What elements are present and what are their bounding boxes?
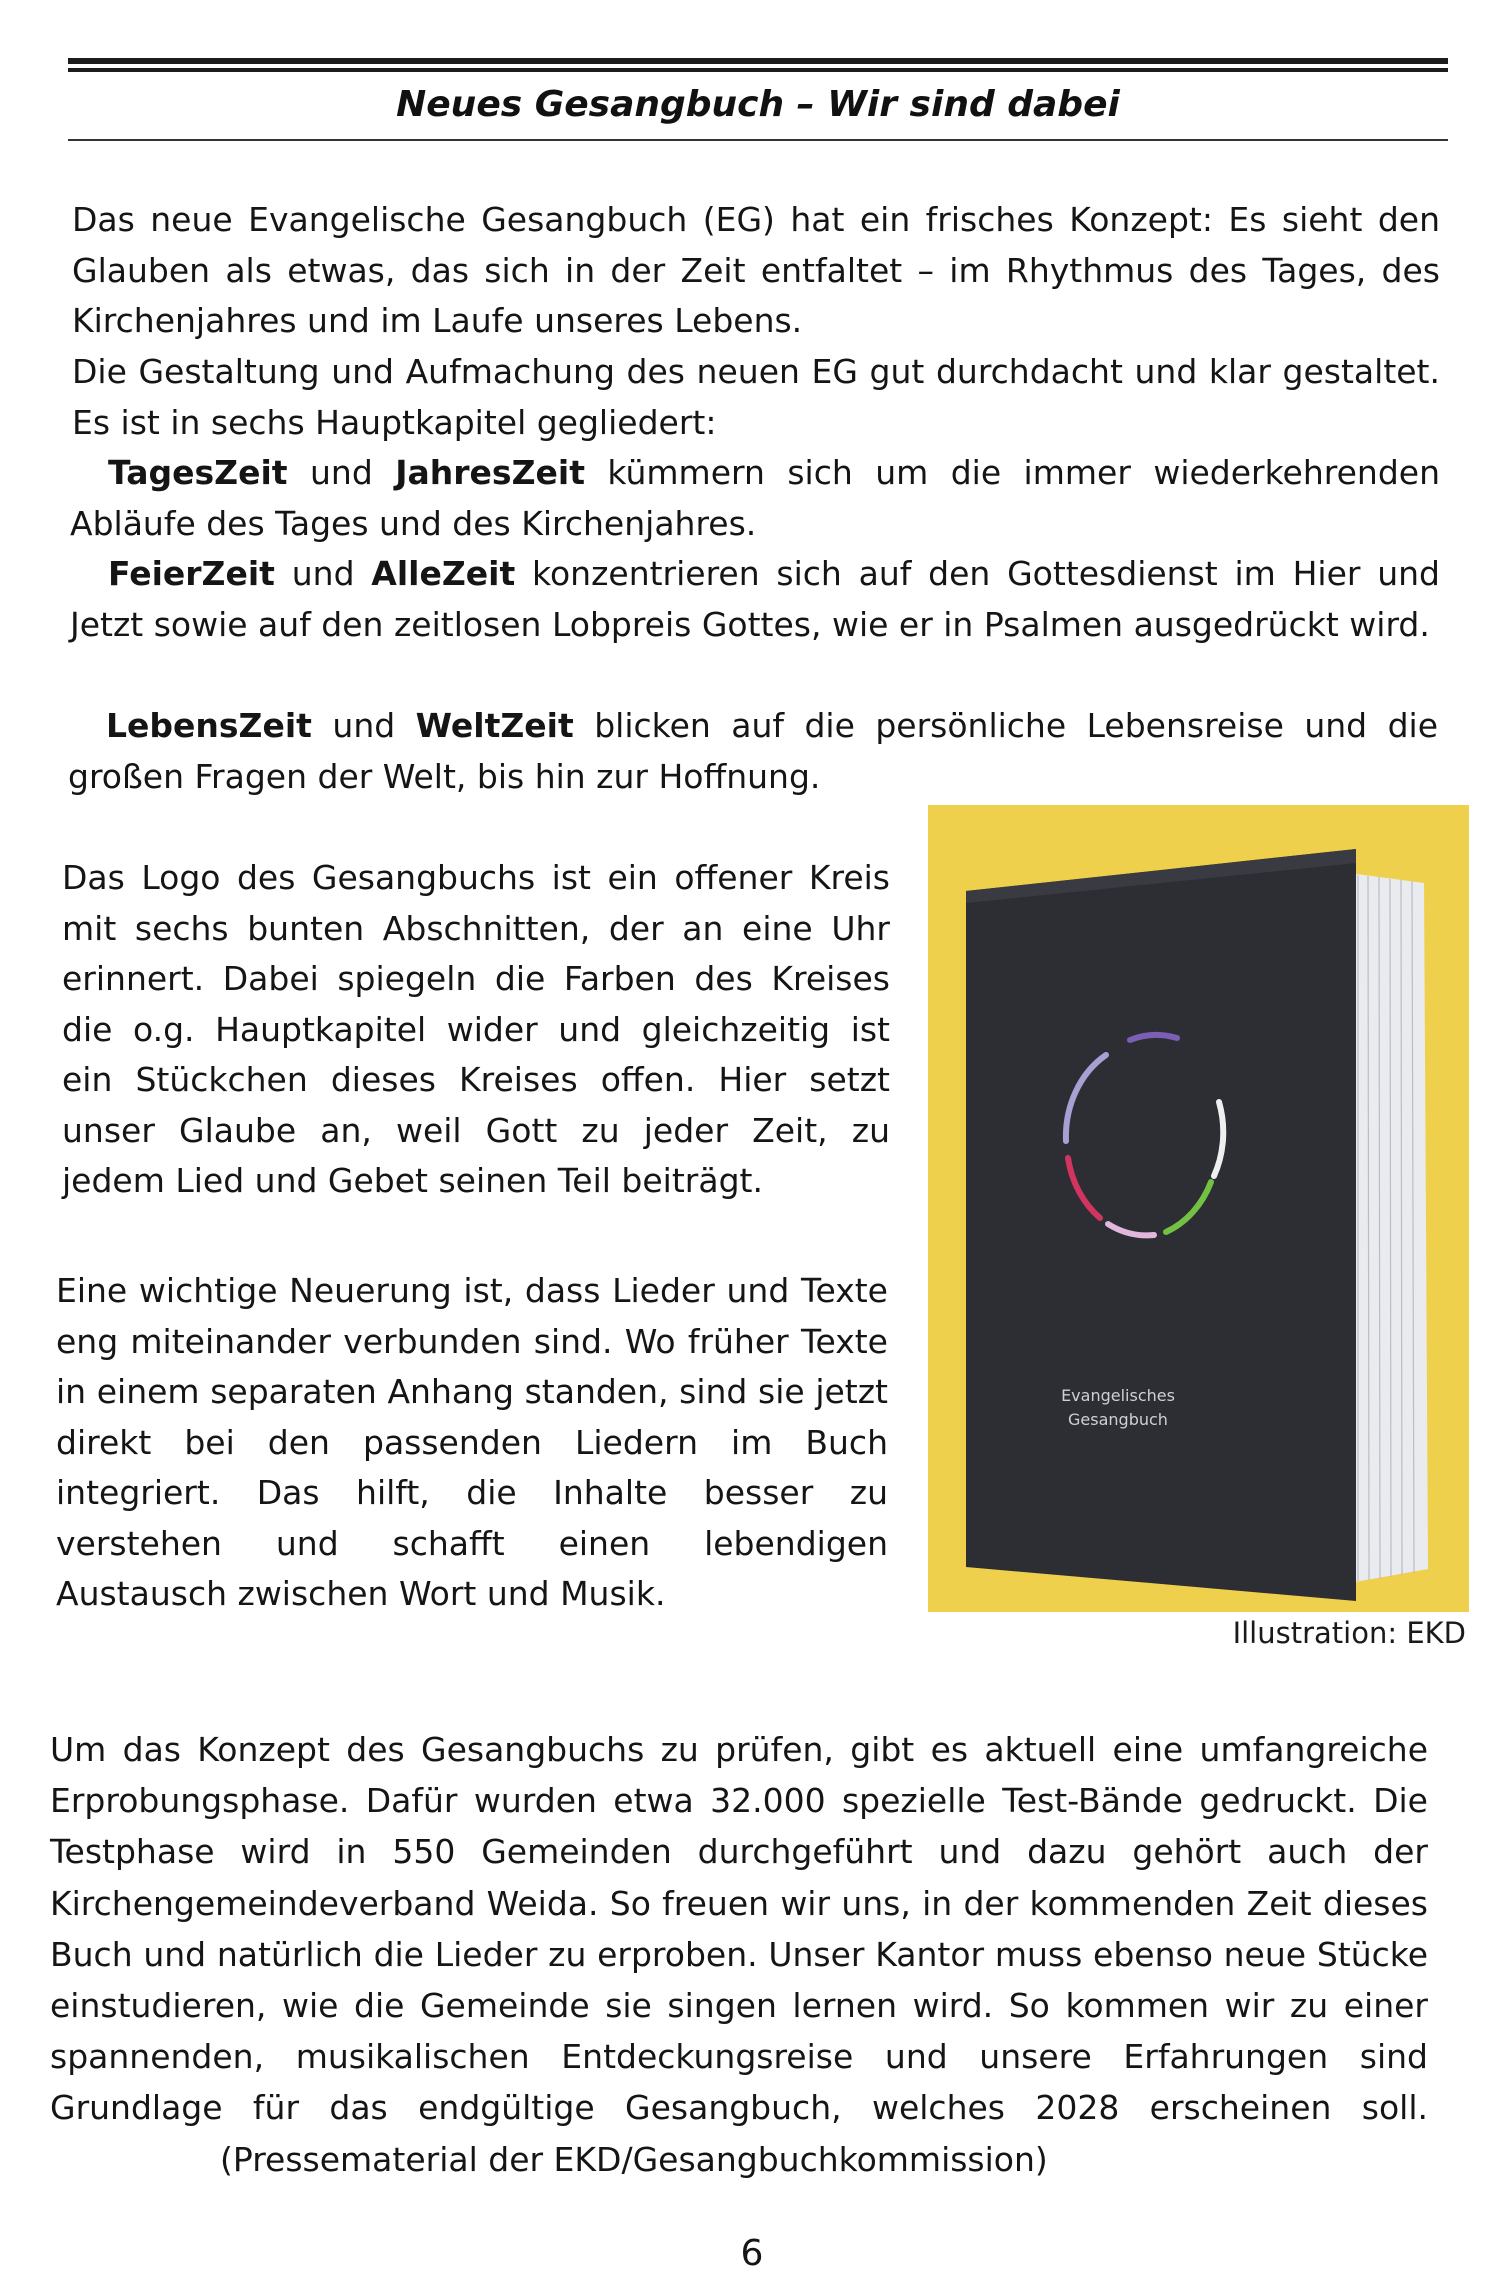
logo-paragraph: Das Logo des Gesangbuchs ist ein offener Kreis mit sechs bunten Abschnitten, der an eine Uhr erinnert. Dabei spiegeln die Farben des Kreises die o.g. Hauptkapitel wider und gleichzeitig ist ein Stückchen dieses Kreises offen. Hier setzt unser Glaube an, weil Gott zu jeder Zeit, zu jedem Lied und Gebet seinen Teil beiträgt. [62,858,890,1200]
chapter-term: JahresZeit [395,453,585,492]
chapter-text: kümmern sich um die immer wiederkehrenden Abläufe des Tages und des Kirchenjahres. [70,453,1440,543]
concept-paragraph [50,1724,1428,2185]
header-rule-top-thin [68,68,1448,72]
book-pages [1349,873,1428,1583]
book-illustration [928,805,1469,1612]
chapter-joiner: und [311,706,416,745]
chapter-term: TagesZeit [108,453,288,492]
design-paragraph: Die Gestaltung und Aufmachung des neuen EG gut durchdacht und klar gestaltet. Es ist in sechs Hauptkapitel gegliedert: [72,352,1440,442]
page-number: 6 [740,2233,764,2274]
chapter-paragraph-lebenszeit [68,701,1438,802]
chapter-joiner: und [287,453,396,492]
chapter-text: blicken auf die persönliche Lebensreise und die großen Fragen der Welt, bis hin zur Hoffnung. [68,706,1438,796]
book-title-line-2: Gesangbuch [1068,1410,1168,1429]
intro-paragraph: Das neue Evangelische Gesangbuch (EG) hat ein frisches Konzept: Es sieht den Glauben als etwas, das sich in der Zeit entfaltet – im Rhythmus des Tages, des Kirchenjahres und im Laufe unseres Lebens. [72,200,1440,340]
chapter-term: LebensZeit [106,706,312,745]
chapter-paragraph-feierzeit [70,549,1440,650]
chapter-term: FeierZeit [108,554,275,593]
chapter-term: WeltZeit [415,706,574,745]
chapter-paragraph-tageszeit [70,448,1440,549]
chapter-joiner: und [274,554,372,593]
book-image [928,805,1469,1612]
innovation-paragraph: Eine wichtige Neuerung ist, dass Lieder und Texte eng miteinander verbunden sind. Wo früher Texte in einem separaten Anhang standen, sind sie jetzt direkt bei den passenden Liedern im Buch integriert. Das hilft, die Inhalte besser zu verstehen und schafft einen lebendigen Austausch zwischen Wort und Musik. [56,1271,888,1613]
chapter-text: konzentrieren sich auf den Gottesdienst im Hier und Jetzt sowie auf den zeitlosen Lobpreis Gottes, wie er in Psalmen ausgedrückt wird. [70,554,1440,644]
header-rule-top [68,58,1448,64]
source-citation: (Pressematerial der EKD/Gesangbuchkommission) [220,2139,1048,2179]
page-title: Neues Gesangbuch – Wir sind dabei [396,84,1120,125]
book-cover [966,849,1356,1601]
chapter-term: AlleZeit [371,554,516,593]
header-rule-bottom [68,139,1448,141]
book-title-line-1: Evangelisches [1061,1386,1175,1405]
concept-text: Um das Konzept des Gesangbuchs zu prüfen, gibt es aktuell eine umfangreiche Erprobungsphase. Dafür wurden etwa 32.000 spezielle Test-Bände gedruckt. Die Testphase wird in 550 Gemeinden durchgeführt und dazu gehört auch der Kirchengemeindeverband Weida. So freuen wir uns, in der kommenden Zeit dieses Buch und natürlich die Lieder zu erproben. Unser Kantor muss ebenso neue Stücke einstudieren, wie die Gemeinde sie singen lernen wird. So kommen wir zu einer spannenden, musikalischen Entdeckungsreise und unsere Erfahrungen sind Grundlage für das endgültige Gesangbuch, welches 2028 erscheinen soll. [50,1730,1428,2128]
illustration-credit: Illustration: EKD [1232,1616,1466,1650]
